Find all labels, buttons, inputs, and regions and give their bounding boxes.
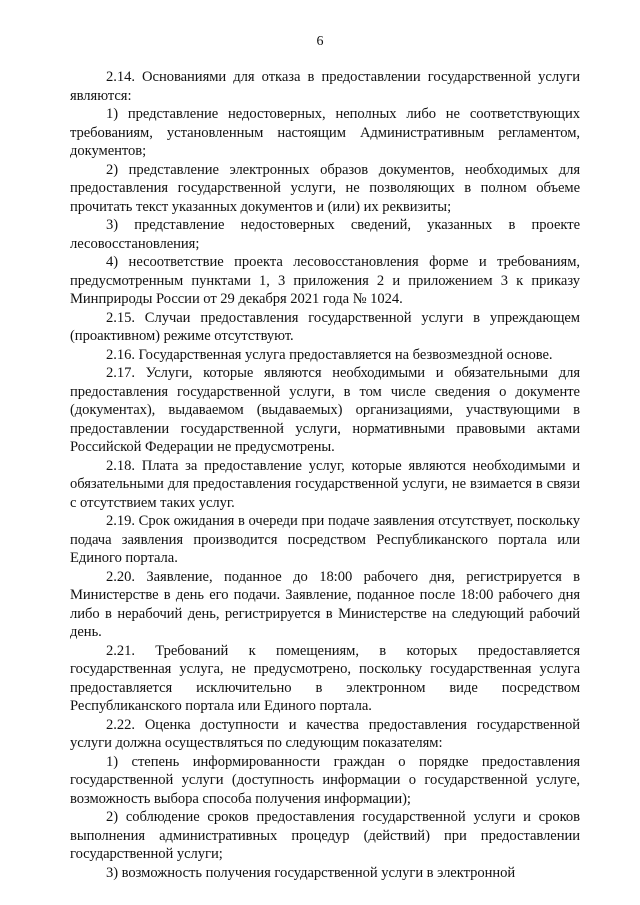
paragraph-2-17: 2.17. Услуги, которые являются необходимыми и обязательными для предоставления государственной услуги, в том числе сведения о документе (документах), выдаваемом (выдаваемых) организациями, участвующими в предоставлении государственной услуги, нормативными правовыми актами Российской Федерации не предусмотрены.	[70, 365, 580, 455]
document-body	[70, 68, 580, 882]
page-number: 6	[316, 34, 324, 49]
paragraph-2-22-item-2: 2) соблюдение сроков предоставления государственной услуги и сроков выполнения административных процедур (действий) при предоставлении государственной услуги;	[70, 809, 580, 862]
paragraph-2-22-item-1: 1) степень информированности граждан о порядке предоставления государственной услуги (доступность информации о государственной услуге, возможность выбора способа получения информации);	[70, 753, 580, 807]
paragraph-2-15: 2.15. Случаи предоставления государственной услуги в упреждающем (проактивном) режиме отсутствуют.	[70, 309, 580, 344]
paragraph-2-14-item-3: 3) представление недостоверных сведений, указанных в проекте лесовосстановления;	[70, 217, 580, 252]
paragraph-2-20: 2.20. Заявление, поданное до 18:00 рабочего дня, регистрируется в Министерстве в день его подачи. Заявление, поданное после 18:00 рабочего дня либо в нерабочий день, регистрируется в Министерстве на следующий рабочий день.	[70, 568, 580, 640]
paragraph-2-22-item-3: 3) возможность получения государственной услуги в электронной	[106, 864, 516, 881]
paragraph-2-18: 2.18. Плата за предоставление услуг, которые являются необходимыми и обязательными для предоставления государственной услуги, не взимается в связи с отсутствием таких услуг.	[70, 457, 580, 511]
paragraph-2-14: 2.14. Основаниями для отказа в предоставлении государственной услуги являются:	[70, 69, 580, 104]
paragraph-2-19: 2.19. Срок ожидания в очереди при подаче заявления отсутствует, поскольку подача заявления производится посредством Республиканского портала или Единого портала.	[70, 513, 580, 566]
paragraph-2-14-item-4: 4) несоответствие проекта лесовосстановления форме и требованиям, предусмотренным пунктами 1, 3 приложения 2 и приложением 3 к приказу Минприроды России от 29 декабря 2021 года № 1024.	[70, 254, 580, 307]
paragraph-2-14-item-1: 1) представление недостоверных, неполных либо не соответствующих требованиям, установленным настоящим Административным регламентом, документов;	[70, 106, 580, 159]
paragraph-2-21: 2.21. Требований к помещениям, в которых предоставляется государственная услуга, не предусмотрено, поскольку государственная услуга предоставляется исключительно в электронном виде посредством Республиканского портала или Единого портала.	[70, 642, 580, 714]
paragraph-2-14-item-2: 2) представление электронных образов документов, необходимых для предоставления государственной услуги, не позволяющих в полном объеме прочитать текст указанных документов и (или) их реквизиты;	[70, 161, 580, 215]
paragraph-2-22: 2.22. Оценка доступности и качества предоставления государственной услуги должна осуществляться по следующим показателям:	[70, 716, 580, 751]
paragraph-2-16: 2.16. Государственная услуга предоставляется на безвозмездной основе.	[106, 346, 553, 363]
